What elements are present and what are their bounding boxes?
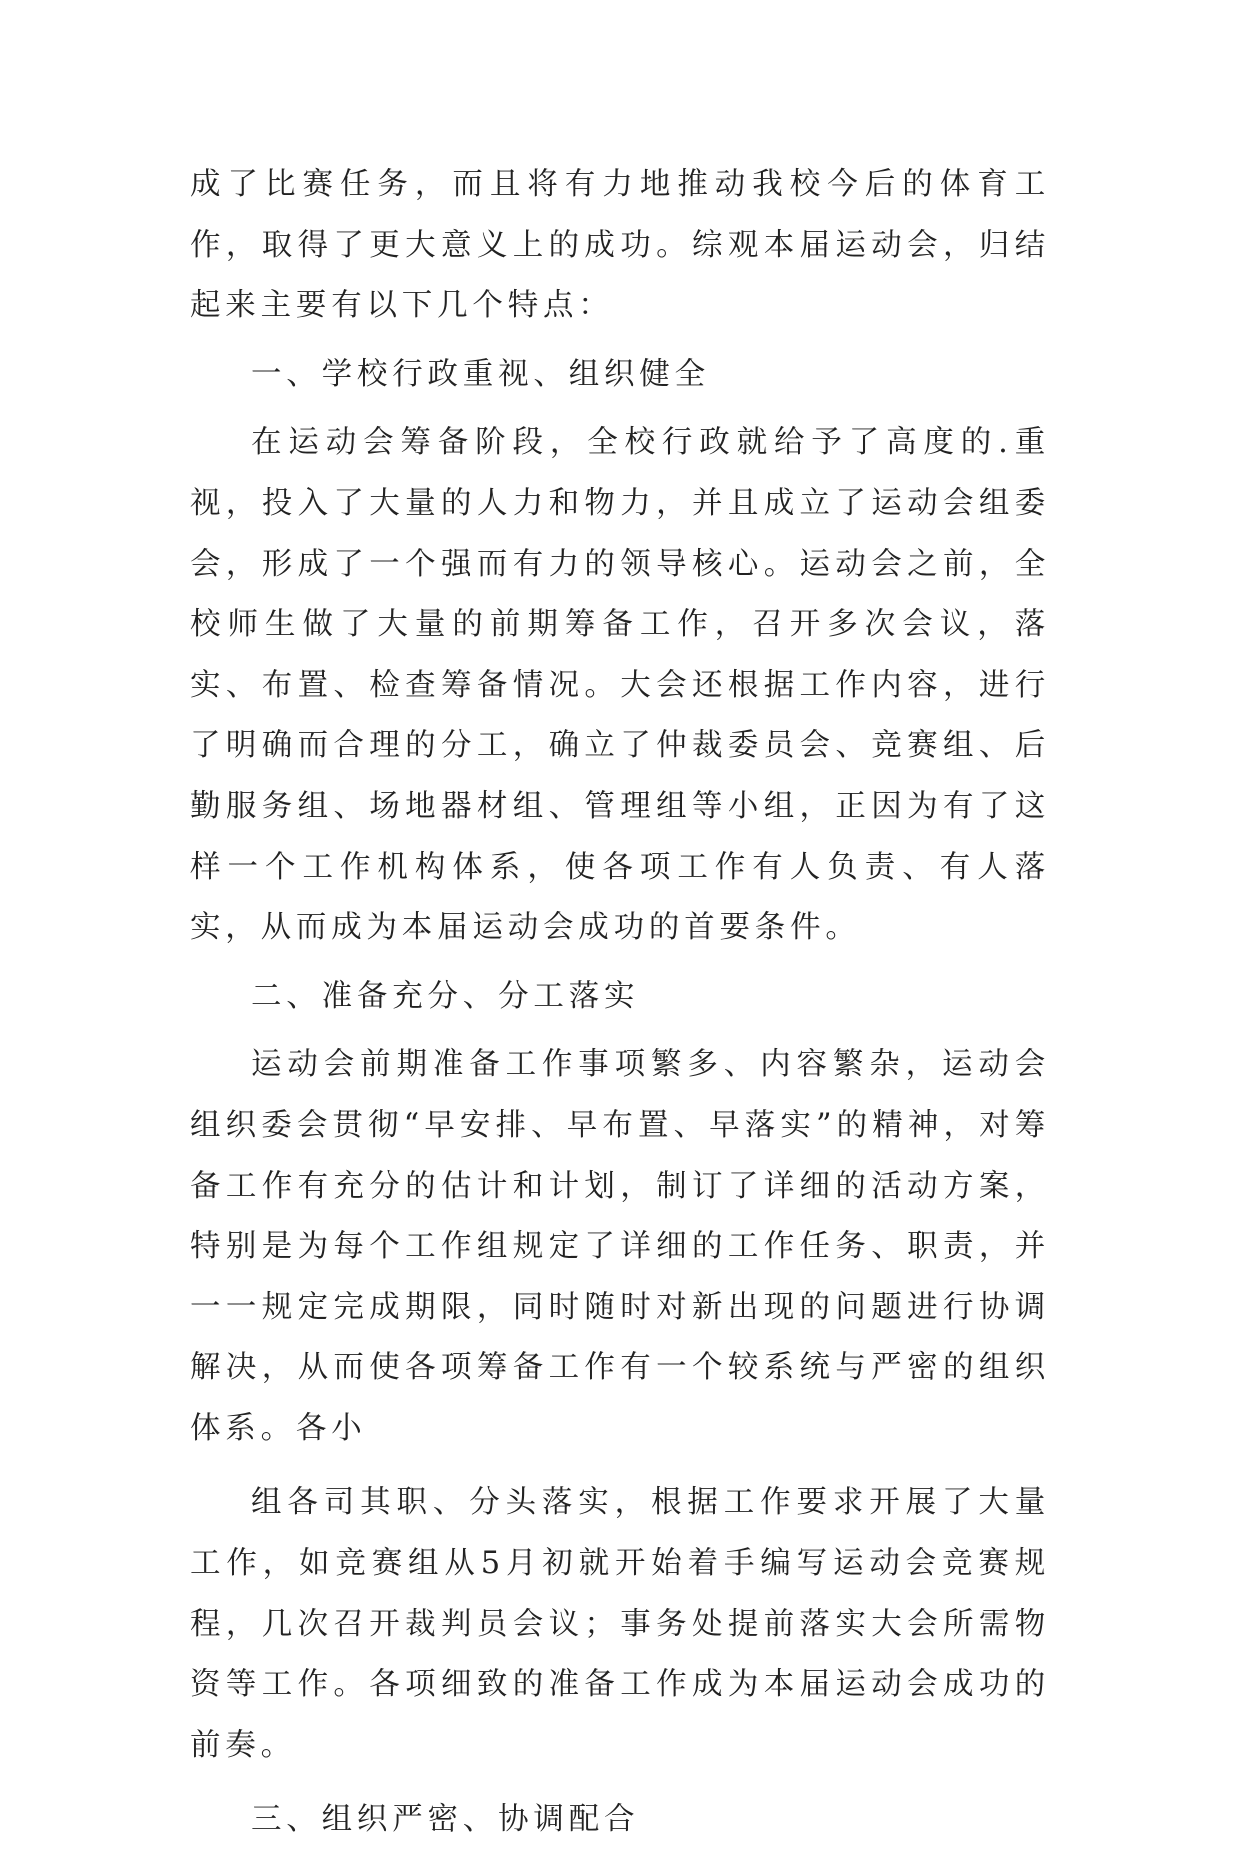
section-heading-3: 三、组织严密、协调配合 bbox=[251, 1802, 640, 1838]
body-paragraph-section-1: 在运动会筹备阶段，全校行政就给予了高度的.重视，投入了大量的人力和物力，并且成立了运动会组委会，形成了一个强而有力的领导核心。运动会之前，全校师生做了大量的前期筹备工作，召开多次会议，落实、布置、检查筹备情况。大会还根据工作内容，进行了明确而合理的分工，确立了仲裁委员会、竞赛组、后勤服务组、场地器材组、管理组等小组，正因为有了这样一个工作机构体系，使各项工作有人负责、有人落实，从而成为本届运动会成功的首要条件。 bbox=[190, 425, 1050, 946]
section-heading-1: 一、学校行政重视、组织健全 bbox=[251, 356, 710, 392]
document-body bbox=[190, 155, 1050, 1851]
body-paragraph-continuation: 成了比赛任务，而且将有力地推动我校今后的体育工作，取得了更大意义上的成功。综观本届运动会，归结起来主要有以下几个特点： bbox=[190, 167, 1050, 324]
section-heading-2: 二、准备充分、分工落实 bbox=[251, 978, 640, 1014]
body-paragraph-section-2a: 运动会前期准备工作事项繁多、内容繁杂，运动会组织委会贯彻“早安排、早布置、早落实”的精神，对筹备工作有充分的估计和计划，制订了详细的活动方案，特别是为每个工作组规定了详细的工作任务、职责，并一一规定完成期限，同时随时对新出现的问题进行协调解决，从而使各项筹备工作有一个较系统与严密的组织体系。各小 bbox=[190, 1047, 1050, 1446]
body-paragraph-section-2b: 组各司其职、分头落实，根据工作要求开展了大量工作，如竞赛组从5月初就开始着手编写运动会竞赛规程，几次召开裁判员会议；事务处提前落实大会所需物资等工作。各项细致的准备工作成为本届运动会成功的前奏。 bbox=[190, 1485, 1050, 1763]
